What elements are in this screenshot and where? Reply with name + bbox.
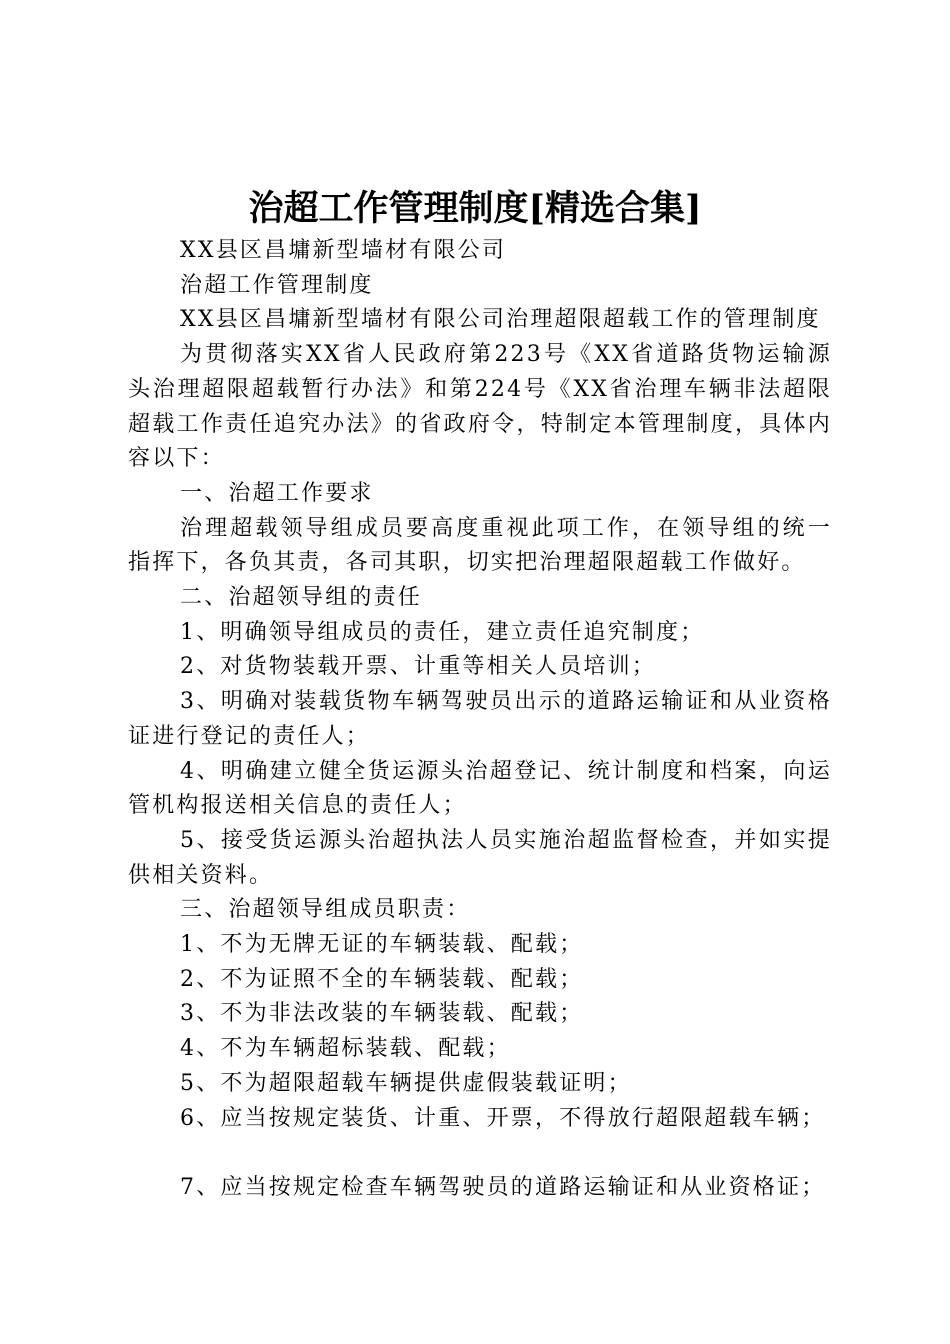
list-item: 4、明确建立健全货运源头治超登记、统计制度和档案，向运管机构报送相关信息的责任人；	[128, 758, 832, 819]
list-item: 3、明确对装载货物车辆驾驶员出示的道路运输证和从业资格证进行登记的责任人；	[128, 689, 832, 749]
list-item: 6、应当按规定装货、计重、开票，不得放行超限超载车辆；	[180, 1105, 826, 1131]
intro-paragraph: 为贯彻落实XX省人民政府第223号《XX省道路货物运输源头治理超限超载暂行办法》和第224号《XX省治理车辆非法超限超载工作责任追究办法》的省政府令，特制定本管理制度，具体内容以下：	[128, 342, 832, 472]
section-1-paragraph: 治理超载领导组成员要高度重视此项工作，在领导组的统一指挥下，各负其责，各司其职，切实把治理超限超载工作做好。	[128, 515, 832, 576]
company-name-line: XX县区昌墉新型墙材有限公司	[180, 238, 507, 263]
list-item: 5、接受货运源头治超执法人员实施治超监督检查，并如实提供相关资料。	[128, 827, 832, 888]
list-item: 7、应当按规定检查车辆驾驶员的道路运输证和从业资格证；	[180, 1174, 826, 1200]
list-item: 4、不为车辆超标装载、配载；	[180, 1036, 511, 1062]
subtitle-line: 治超工作管理制度	[180, 272, 374, 298]
blank-line	[128, 1136, 832, 1171]
document-heading-line: XX县区昌墉新型墙材有限公司治理超限超载工作的管理制度	[180, 307, 821, 333]
document-body	[128, 234, 832, 1206]
list-item: 1、不为无牌无证的车辆装载、配载；	[180, 932, 584, 958]
section-heading-1: 一、治超工作要求	[180, 480, 374, 506]
list-item: 2、不为证照不全的车辆装载、配载；	[180, 966, 584, 992]
list-item: 1、明确领导组成员的责任，建立责任追究制度；	[180, 619, 705, 645]
document-title: 治超工作管理制度[精选合集]	[248, 188, 702, 229]
section-heading-3: 三、治超领导组成员职责：	[180, 897, 471, 923]
list-item: 5、不为超限超载车辆提供虚假装载证明；	[180, 1070, 632, 1096]
section-heading-2: 二、治超领导组的责任	[180, 585, 423, 611]
list-item: 3、不为非法改装的车辆装载、配载；	[180, 1001, 584, 1027]
list-item: 2、对货物装载开票、计重等相关人员培训；	[180, 654, 656, 680]
